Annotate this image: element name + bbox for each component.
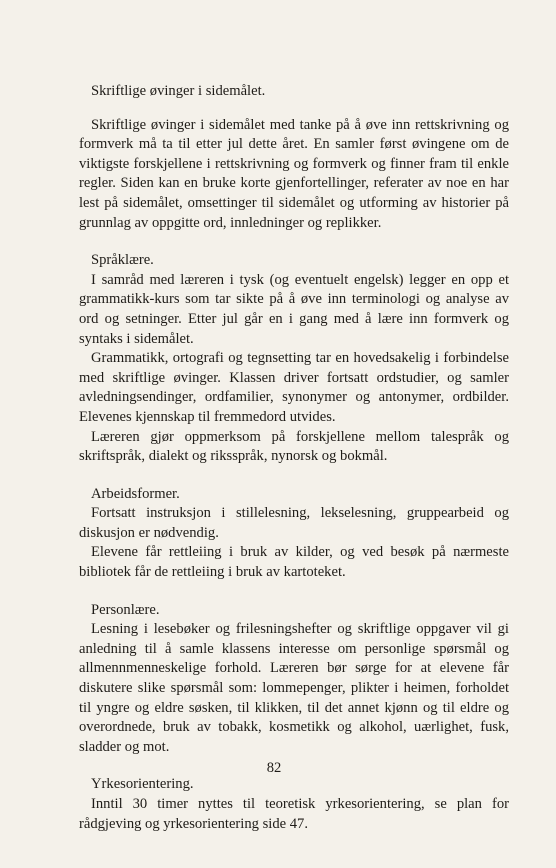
- paragraph: Grammatikk, ortografi og tegnsetting tar en hovedsakelig i forbindelse med skriftlige øvinger. Klassen driver fortsatt ordstudier, og samler avledningsendinger, ordfamilier, synonymer og antonymer, ordbilder. Elevenes kjennskap til fremmedord utvides.: [79, 350, 509, 425]
- page-number: [0, 760, 556, 777]
- section-heading: Skriftlige øvinger i sidemålet.: [91, 83, 266, 99]
- paragraph: Elevene får rettleiing i bruk av kilder, og ved besøk på nærmeste bibliotek får de rettleiing i bruk av kartoteket.: [79, 544, 509, 581]
- section-spraklaere: [79, 251, 509, 467]
- section-yrkesorientering: [79, 775, 509, 834]
- page-body: [79, 82, 509, 834]
- paragraph: Lesning i lesebøker og frilesningshefter og skriftlige oppgaver vil gi anledning til å samle klassens interesse om personlige spørsmål og allmennmenneskelige forhold. Læreren bør sørge for at elevene får diskutere slike spørsmål som: lommepenger, plikter i heimen, forholdet til yngre og eldre søsken, til klikken, til det annet kjønn og til eldre og overordnede, bruk av tobakk, kosmetikk og alkohol, uærlighet, fusk, sladder og mot.: [79, 621, 509, 755]
- page-number-text: 82: [266, 760, 282, 776]
- section-heading: Arbeidsformer.: [91, 485, 180, 502]
- paragraph: I samråd med læreren i tysk (og eventuelt engelsk) legger en opp et grammatikk-kurs som tar sikte på å øve inn terminologi og analyse av ord og setninger. Etter jul går en i gang med å lære inn formverk og syntaks i sidemålet.: [79, 271, 509, 347]
- section-personlaere: [79, 601, 509, 758]
- section-skriftlige-ovinger: [79, 82, 509, 233]
- paragraph: Skriftlige øvinger i sidemålet med tanke på å øve inn rettskrivning og formverk må ta til etter jul dette året. En samler først øvingene om de viktigste forskjellene i rettskrivning og formverk og finner fram til enkle regler. Siden kan en bruke korte gjenfortellinger, referater av noe en har lest på sidemålet, omsettinger til sidemålet og utforming av historier på grunnlag av oppgitte ord, innledninger og replikker.: [79, 116, 509, 231]
- section-heading: Språklære.: [91, 252, 154, 269]
- paragraph: Inntil 30 timer nyttes til teoretisk yrkesorientering, se plan for rådgjeving og yrkesorientering side 47.: [79, 796, 509, 832]
- section-heading: Yrkesorientering.: [91, 776, 194, 793]
- paragraph: Fortsatt instruksjon i stillelesning, lekselesning, gruppearbeid og diskusjon er nødvendig.: [79, 505, 509, 541]
- section-heading: Personlære.: [91, 601, 160, 618]
- paragraph: Læreren gjør oppmerksom på forskjellene mellom talespråk og skriftspråk, dialekt og riksspråk, nynorsk og bokmål.: [79, 428, 509, 465]
- section-arbeidsformer: [79, 485, 509, 583]
